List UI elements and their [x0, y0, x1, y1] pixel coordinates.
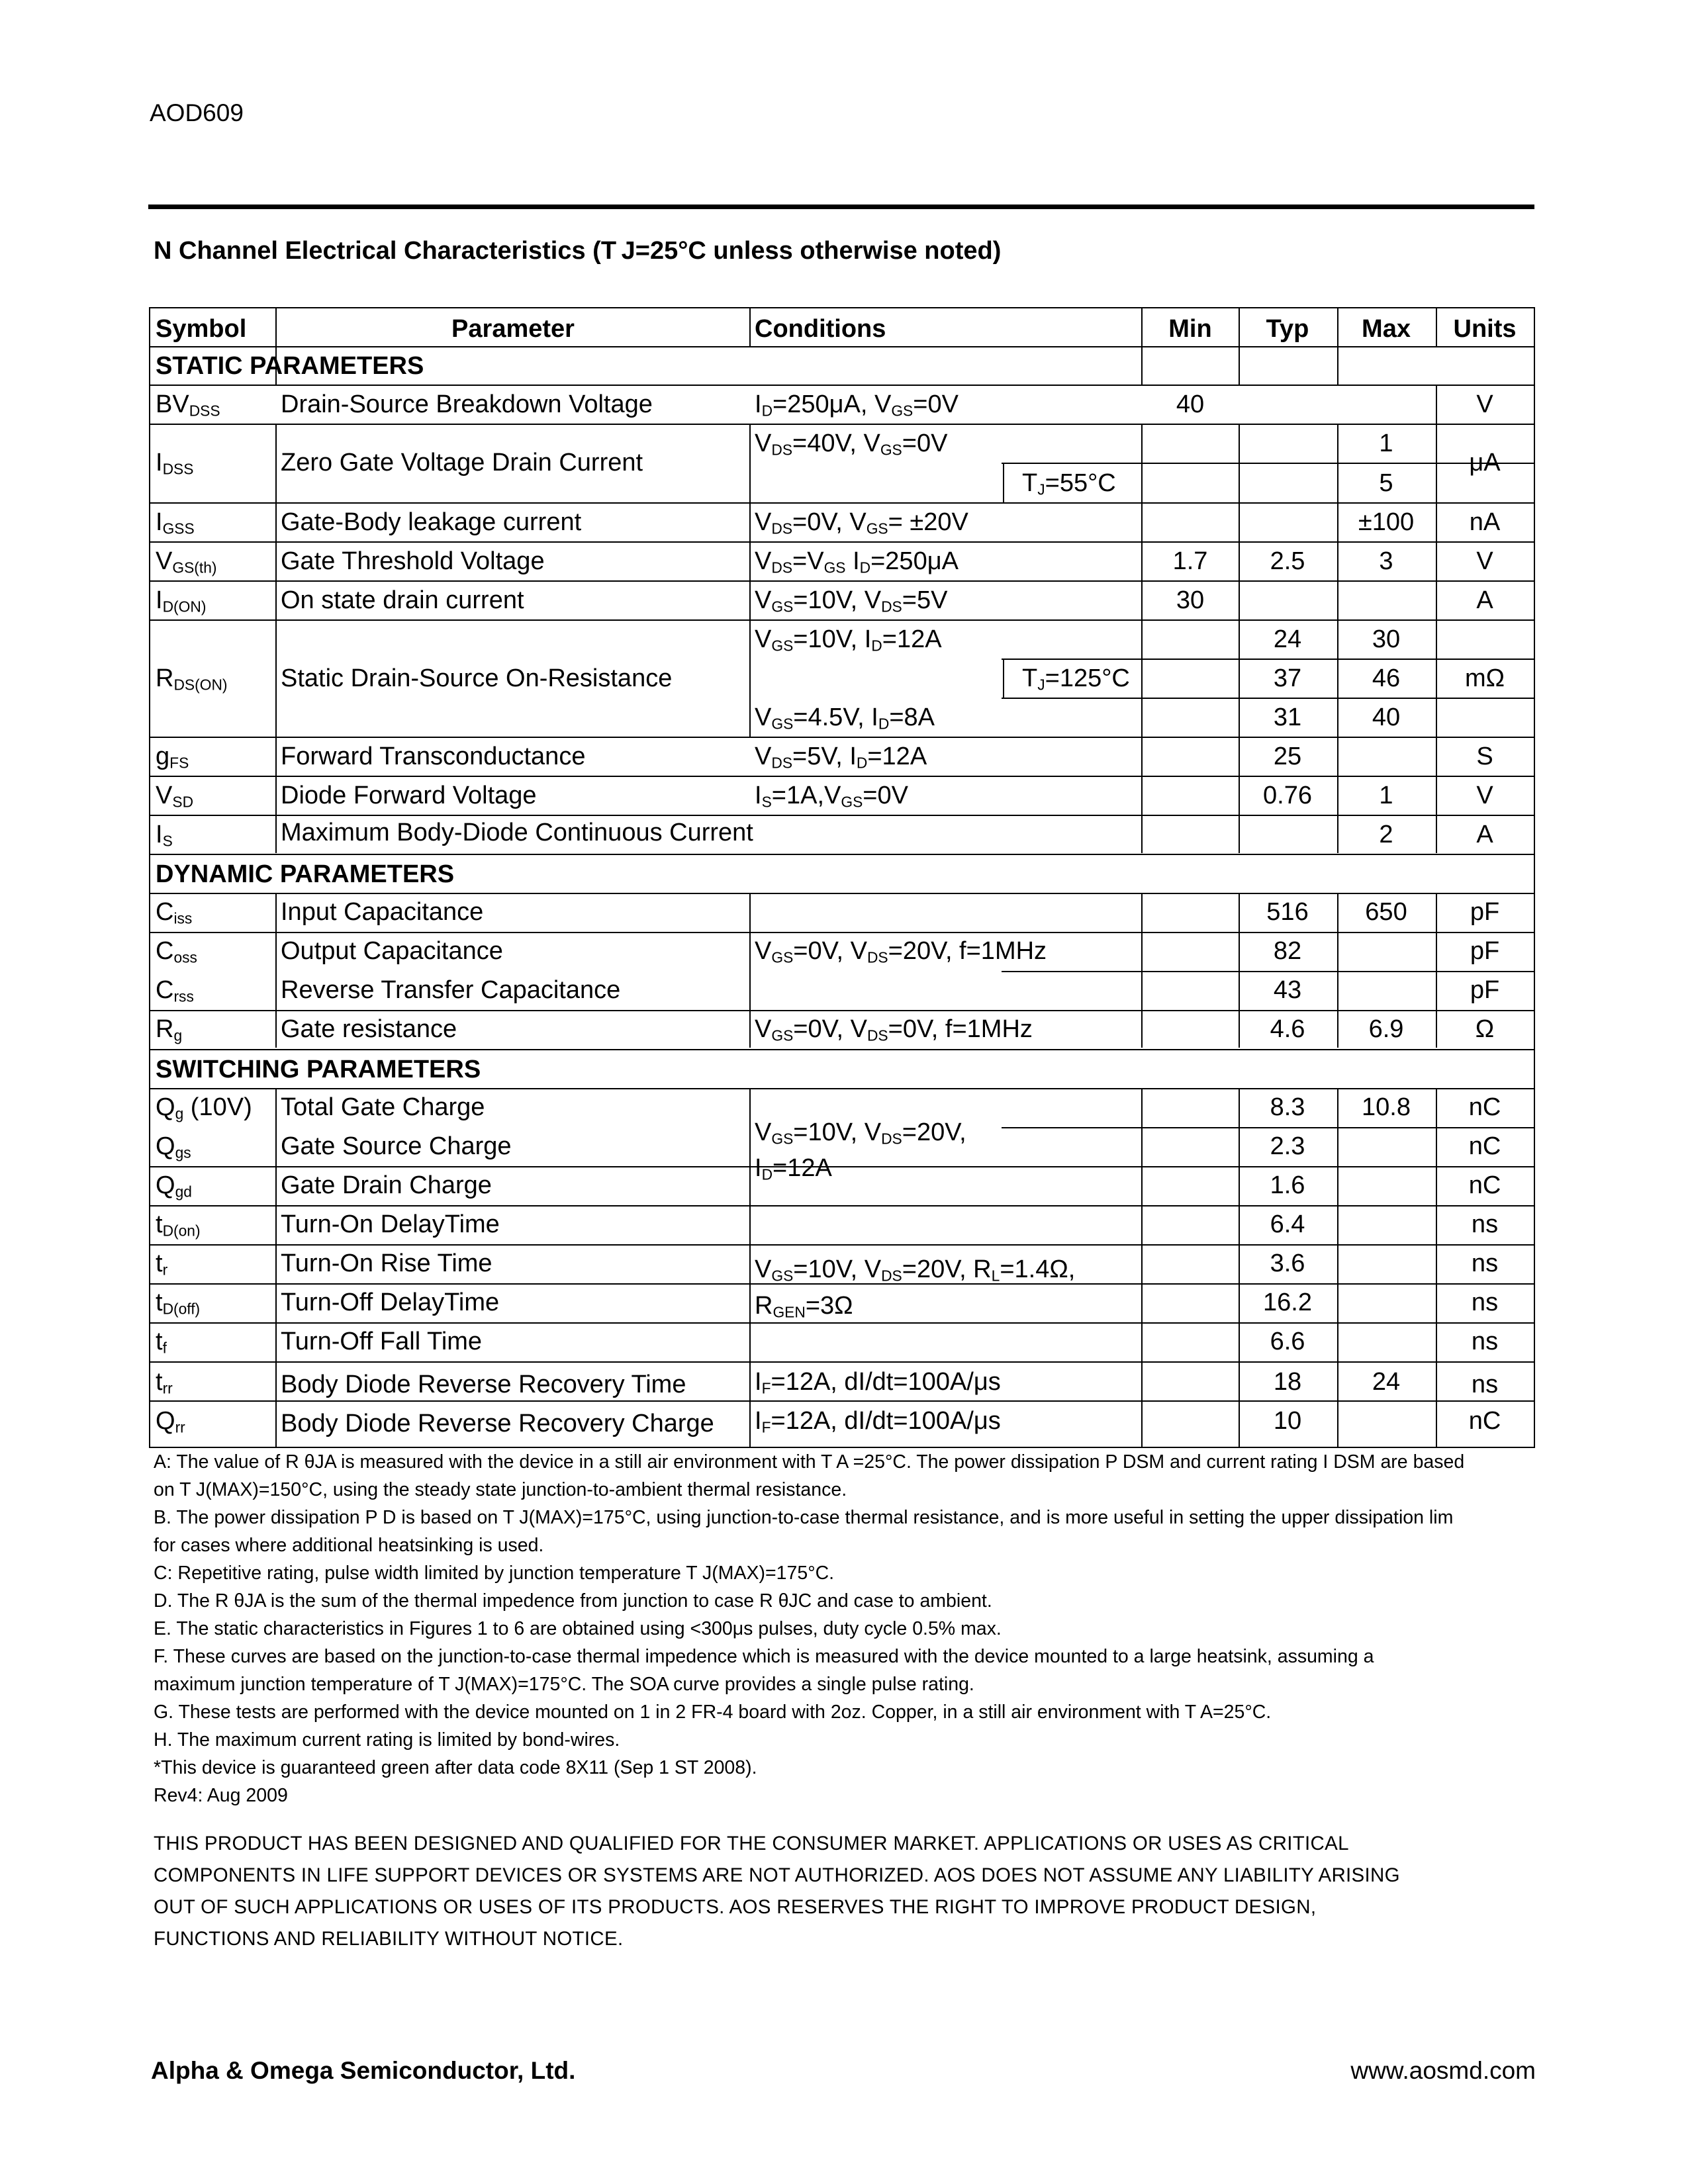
symbol-rg: $R_g$ [156, 1015, 183, 1044]
typ-vgsth: 2.5 [1270, 547, 1305, 575]
units-gfs: S [1476, 743, 1493, 770]
max-is: 2 [1379, 821, 1393, 848]
section-title: N Channel Electrical Characteristics (T J=25°C unless otherwise noted) [154, 237, 1002, 265]
symbol-qgd: $Q_{gd}$ [156, 1171, 192, 1201]
units-tdoff: ns [1471, 1289, 1499, 1316]
units-tf: ns [1471, 1328, 1499, 1355]
units-is: A [1476, 821, 1493, 848]
typ-qgd: 1.6 [1270, 1171, 1305, 1199]
param-coss: Output Capacitance [281, 937, 503, 965]
symbol-is: $I_S$ [156, 821, 173, 850]
note-f-1: F. These curves are based on the junction-to-case thermal impedence which is measured with the device mounted to a large heatsink, assuming a [154, 1646, 1374, 1667]
min-bvdss: 40 [1176, 390, 1205, 418]
disclaimer-line: FUNCTIONS AND RELIABILITY WITHOUT NOTICE. [154, 1928, 624, 1950]
footer-url[interactable]: www.aosmd.com [1350, 2057, 1536, 2084]
units-vgsth: V [1476, 547, 1493, 575]
units-crss: pF [1470, 976, 1500, 1004]
typ-trr: 18 [1273, 1368, 1302, 1396]
typ-tdon: 6.4 [1270, 1210, 1305, 1238]
param-ciss: Input Capacitance [281, 898, 484, 926]
typ-tr: 3.6 [1270, 1250, 1305, 1277]
note-green: *This device is guaranteed green after data code 8X11 (Sep 1 ST 2008). [154, 1757, 757, 1778]
symbol-bvdss: $BV_{DSS}$ [156, 390, 220, 420]
cond-idon: $V_{GS}=10V$, $V_{DS}=5V$ [755, 586, 948, 615]
typ-tdoff: 16.2 [1263, 1289, 1312, 1316]
typ-coss: 82 [1273, 937, 1302, 965]
symbol-gfs: $g_{FS}$ [156, 743, 189, 772]
symbol-idss: $I_{DSS}$ [156, 449, 194, 478]
symbol-crss: $C_{rss}$ [156, 976, 194, 1005]
cond-rdson-3: $V_{GS}=4.5V$, $I_D=8A$ [755, 704, 935, 733]
cond-idss: $V_{DS}=40V$, $V_{GS}=0V$ [755, 430, 948, 459]
note-g: G. These tests are performed with the device mounted on 1 in 2 FR-4 board with 2oz. Copper, in a still air environment with T A=25°C. [154, 1702, 1272, 1723]
units-tdon: ns [1471, 1210, 1499, 1238]
param-tdon: Turn-On DelayTime [281, 1210, 500, 1238]
max-ciss: 650 [1365, 898, 1407, 926]
cond-charge-1: $V_{GS}=10V$, $V_{DS}=20V$, [755, 1118, 966, 1148]
cond-charge-2: $I_D=12A$ [755, 1154, 832, 1183]
param-tf: Turn-Off Fall Time [281, 1328, 483, 1355]
param-tr: Turn-On Rise Time [281, 1250, 492, 1277]
disclaimer-line: THIS PRODUCT HAS BEEN DESIGNED AND QUALIFIED FOR THE CONSUMER MARKET. APPLICATIONS OR USES AS CRITICAL [154, 1833, 1349, 1854]
disclaimer-line: OUT OF SUCH APPLICATIONS OR USES OF ITS PRODUCTS. AOS RESERVES THE RIGHT TO IMPROVE PRODUCT DESIGN, [154, 1896, 1317, 1918]
max-trr: 24 [1372, 1368, 1401, 1396]
section-dynamic: DYNAMIC PARAMETERS [156, 860, 455, 888]
header-symbol: Symbol [156, 315, 247, 343]
max-rdson-3: 40 [1372, 704, 1401, 731]
cond-trr: $I_F=12A$, dI/dt=100A/μs [755, 1368, 1001, 1397]
units-qrr: nC [1468, 1407, 1501, 1435]
typ-rg: 4.6 [1270, 1015, 1305, 1043]
param-idss: Zero Gate Voltage Drain Current [281, 449, 643, 477]
typ-ciss: 516 [1266, 898, 1309, 926]
note-h: H. The maximum current rating is limited by bond-wires. [154, 1729, 620, 1751]
units-igss: nA [1469, 508, 1501, 536]
cond-bvdss: $I_D=250\mu A$, $V_{GS}=0V$ [755, 390, 959, 420]
cond-qrr: $I_F=12A$, dI/dt=100A/μs [755, 1407, 1001, 1436]
symbol-igss: $I_{GSS}$ [156, 508, 195, 537]
param-qrr: Body Diode Reverse Recovery Charge [281, 1410, 714, 1437]
symbol-qgs: $Q_{gs}$ [156, 1132, 191, 1161]
param-gfs: Forward Transconductance [281, 743, 586, 770]
param-vsd: Diode Forward Voltage [281, 782, 537, 809]
symbol-ciss: $C_{iss}$ [156, 898, 193, 927]
note-a-2: on T J(MAX)=150°C, using the steady state junction-to-ambient thermal resistance. [154, 1479, 847, 1500]
units-bvdss: V [1476, 390, 1493, 418]
param-qgs: Gate Source Charge [281, 1132, 512, 1160]
typ-crss: 43 [1273, 976, 1302, 1004]
symbol-coss: $C_{oss}$ [156, 937, 197, 966]
cond-rg: $V_{GS}=0V$, $V_{DS}=0V$, f=1MHz [755, 1015, 1033, 1044]
symbol-tdoff: $t_{D(off)}$ [156, 1289, 201, 1318]
typ-qrr: 10 [1273, 1407, 1302, 1435]
units-vsd: V [1476, 782, 1493, 809]
typ-rdson-3: 31 [1273, 704, 1302, 731]
max-idss-1: 1 [1379, 430, 1393, 457]
units-idss: μA [1469, 449, 1501, 477]
cond-idss-tj: $T_J=55^\circ C$ [1022, 469, 1116, 498]
param-rdson: Static Drain-Source On-Resistance [281, 664, 673, 692]
note-e: E. The static characteristics in Figures 1 to 6 are obtained using <300μs pulses, duty cycle 0.5% max. [154, 1618, 1002, 1639]
header-conditions: Conditions [755, 315, 886, 343]
param-trr: Body Diode Reverse Recovery Time [281, 1371, 686, 1398]
typ-rdson-2: 37 [1273, 664, 1302, 692]
units-idon: A [1476, 586, 1493, 614]
header-max: Max [1362, 315, 1411, 343]
units-rg: Ω [1475, 1015, 1495, 1043]
symbol-trr: $t_{rr}$ [156, 1368, 173, 1397]
typ-rdson-1: 24 [1273, 625, 1302, 653]
electrical-characteristics-table [149, 307, 1535, 1448]
section-switching: SWITCHING PARAMETERS [156, 1056, 481, 1083]
param-igss: Gate-Body leakage current [281, 508, 582, 536]
param-is: Maximum Body-Diode Continuous Current [281, 819, 753, 846]
footnotes [154, 1448, 1537, 1809]
symbol-rdson: $R_{DS(ON)}$ [156, 664, 228, 694]
min-vgsth: 1.7 [1172, 547, 1208, 575]
param-bvdss: Drain-Source Breakdown Voltage [281, 390, 653, 418]
symbol-qrr: $Q_{rr}$ [156, 1407, 185, 1436]
param-qgd: Gate Drain Charge [281, 1171, 492, 1199]
min-idon: 30 [1176, 586, 1205, 614]
note-b-2: for cases where additional heatsinking is used. [154, 1535, 544, 1556]
header-parameter: Parameter [451, 315, 575, 343]
cond-vgsth: $V_{DS}=V_{GS}$ $I_D=250\mu A$ [755, 547, 959, 576]
cond-switching-1: $V_{GS}=10V$, $V_{DS}=20V$, $R_L=1.4\Omega$, [755, 1255, 1076, 1285]
cond-switching-2: $R_{GEN}=3\Omega$ [755, 1292, 853, 1321]
note-d: D. The R θJA is the sum of the thermal impedence from junction to case R θJC and case to ambient. [154, 1590, 992, 1612]
max-rdson-1: 30 [1372, 625, 1401, 653]
symbol-tf: $t_f$ [156, 1328, 167, 1357]
param-rg: Gate resistance [281, 1015, 457, 1043]
note-b-1: B. The power dissipation P D is based on T J(MAX)=175°C, using junction-to-case thermal resistance, and is more useful in setting the upper dissipation lim [154, 1507, 1454, 1528]
max-qg: 10.8 [1362, 1093, 1411, 1121]
part-number: AOD609 [150, 99, 244, 126]
typ-tf: 6.6 [1270, 1328, 1305, 1355]
param-tdoff: Turn-Off DelayTime [281, 1289, 500, 1316]
typ-gfs: 25 [1273, 743, 1302, 770]
cond-rdson-1: $V_{GS}=10V$, $I_D=12A$ [755, 625, 942, 655]
symbol-vsd: $V_{SD}$ [156, 782, 194, 811]
cond-rdson-tj: $T_J=125^\circ C$ [1022, 664, 1130, 694]
max-vsd: 1 [1379, 782, 1393, 809]
symbol-idon: $I_{D(ON)}$ [156, 586, 207, 615]
max-rdson-2: 46 [1372, 664, 1401, 692]
param-idon: On state drain current [281, 586, 524, 614]
param-vgsth: Gate Threshold Voltage [281, 547, 545, 575]
typ-qg: 8.3 [1270, 1093, 1305, 1121]
units-ciss: pF [1470, 898, 1500, 926]
header-units: Units [1453, 315, 1517, 343]
typ-vsd: 0.76 [1263, 782, 1312, 809]
note-f-2: maximum junction temperature of T J(MAX)=175°C. The SOA curve provides a single pulse rating. [154, 1674, 974, 1695]
max-rg: 6.9 [1368, 1015, 1404, 1043]
units-qg: nC [1468, 1093, 1501, 1121]
units-qgd: nC [1468, 1171, 1501, 1199]
units-tr: ns [1471, 1250, 1499, 1277]
symbol-qg: $Q_g$ (10V) [156, 1093, 252, 1122]
header-typ: Typ [1266, 315, 1309, 343]
units-trr: ns [1471, 1371, 1499, 1398]
typ-qgs: 2.3 [1270, 1132, 1305, 1160]
symbol-vgsth: $V_{GS(th)}$ [156, 547, 217, 576]
cond-vsd: $I_S=1A,V_{GS}=0V$ [755, 782, 908, 811]
cond-igss: $V_{DS}=0V$, $V_{GS}= \pm 20V$ [755, 508, 968, 537]
footer-company: Alpha & Omega Semiconductor, Ltd. [151, 2057, 576, 2084]
disclaimer-line: COMPONENTS IN LIFE SUPPORT DEVICES OR SYSTEMS ARE NOT AUTHORIZED. AOS DOES NOT ASSUME ANY LIABILITY ARISING [154, 1864, 1400, 1886]
param-crss: Reverse Transfer Capacitance [281, 976, 621, 1004]
symbol-tr: $t_r$ [156, 1250, 168, 1279]
disclaimer [154, 1828, 1537, 1955]
max-vgsth: 3 [1379, 547, 1393, 575]
units-qgs: nC [1468, 1132, 1501, 1160]
cond-capacitance: $V_{GS}=0V$, $V_{DS}=20V$, f=1MHz [755, 937, 1047, 966]
note-c: C: Repetitive rating, pulse width limited by junction temperature T J(MAX)=175°C. [154, 1563, 835, 1584]
top-rule [148, 205, 1534, 209]
symbol-tdon: $t_{D(on)}$ [156, 1210, 201, 1240]
units-coss: pF [1470, 937, 1500, 965]
param-qg: Total Gate Charge [281, 1093, 485, 1121]
max-idss-2: 5 [1379, 469, 1393, 497]
section-static: STATIC PARAMETERS [156, 352, 424, 380]
revision: Rev4: Aug 2009 [154, 1785, 288, 1806]
max-igss: ±100 [1358, 508, 1415, 536]
cond-gfs: $V_{DS}=5V$, $I_D=12A$ [755, 743, 927, 772]
note-a-1: A: The value of R θJA is measured with the device in a still air environment with T A =25°C. The power dissipation P DSM and current rating I DSM are based [154, 1451, 1465, 1473]
header-min: Min [1168, 315, 1212, 343]
units-rdson: mΩ [1464, 664, 1505, 692]
